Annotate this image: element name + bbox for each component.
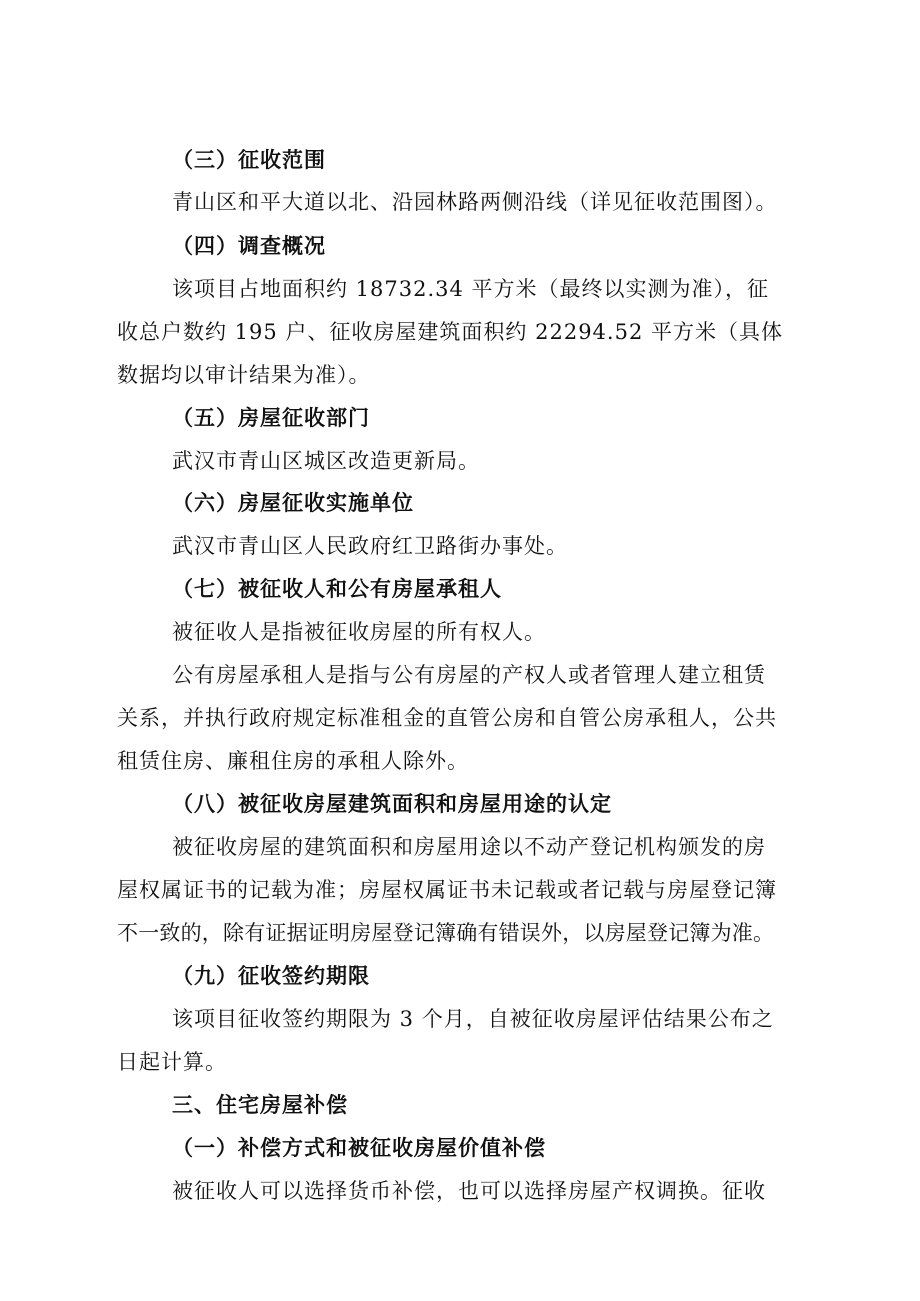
paragraph-line: 被征收房屋的建筑面积和房屋用途以不动产登记机构颁发的房 [172,835,766,859]
paragraph-line: 不一致的，除有证据证明房屋登记簿确有错误外，以房屋登记簿为准。 [117,921,775,945]
part-heading-residential-compensation: 三、住宅房屋补偿 [172,1093,348,1117]
paragraph-line: 青山区和平大道以北、沿园林路两侧沿线（详见征收范围图）。 [172,190,778,214]
paragraph-line: 被征收人是指被征收房屋的所有权人。 [172,620,546,644]
paragraph-line: 日起计算。 [117,1050,227,1074]
section-heading-area-use: （八）被征收房屋建筑面积和房屋用途的认定 [172,792,612,816]
paragraph-line: 该项目征收签约期限为 3 个月，自被征收房屋评估结果公布之 [172,1007,774,1031]
paragraph-line: 武汉市青山区城区改造更新局。 [172,449,480,473]
paragraph-line: 屋权属证书的记载为准；房屋权属证书未记载或者记载与房屋登记簿 [117,878,777,902]
paragraph-line: 租赁住房、廉租住房的承租人除外。 [117,749,469,773]
section-heading-scope: （三）征收范围 [172,148,326,172]
section-heading-survey: （四）调查概况 [172,234,326,258]
section-heading-deadline: （九）征收签约期限 [172,964,370,988]
paragraph-line: 武汉市青山区人民政府红卫路街办事处。 [172,534,568,558]
paragraph-line: 收总户数约 195 户、征收房屋建筑面积约 22294.52 平方米（具体 [117,320,783,344]
section-heading-parties: （七）被征收人和公有房屋承租人 [172,577,502,601]
paragraph-line: 该项目占地面积约 18732.34 平方米（最终以实测为准），征 [172,277,770,301]
section-heading-department: （五）房屋征收部门 [172,406,370,430]
paragraph-line: 数据均以审计结果为准）。 [117,363,371,387]
paragraph-line: 公有房屋承租人是指与公有房屋的产权人或者管理人建立租赁 [172,663,766,687]
paragraph-line: 关系，并执行政府规定标准租金的直管公房和自管公房承租人，公共 [117,706,777,730]
paragraph-line: 被征收人可以选择货币补偿，也可以选择房屋产权调换。征收 [172,1179,766,1203]
section-heading-compensation-method: （一）补偿方式和被征收房屋价值补偿 [172,1136,546,1160]
section-heading-implementer: （六）房屋征收实施单位 [172,491,414,515]
